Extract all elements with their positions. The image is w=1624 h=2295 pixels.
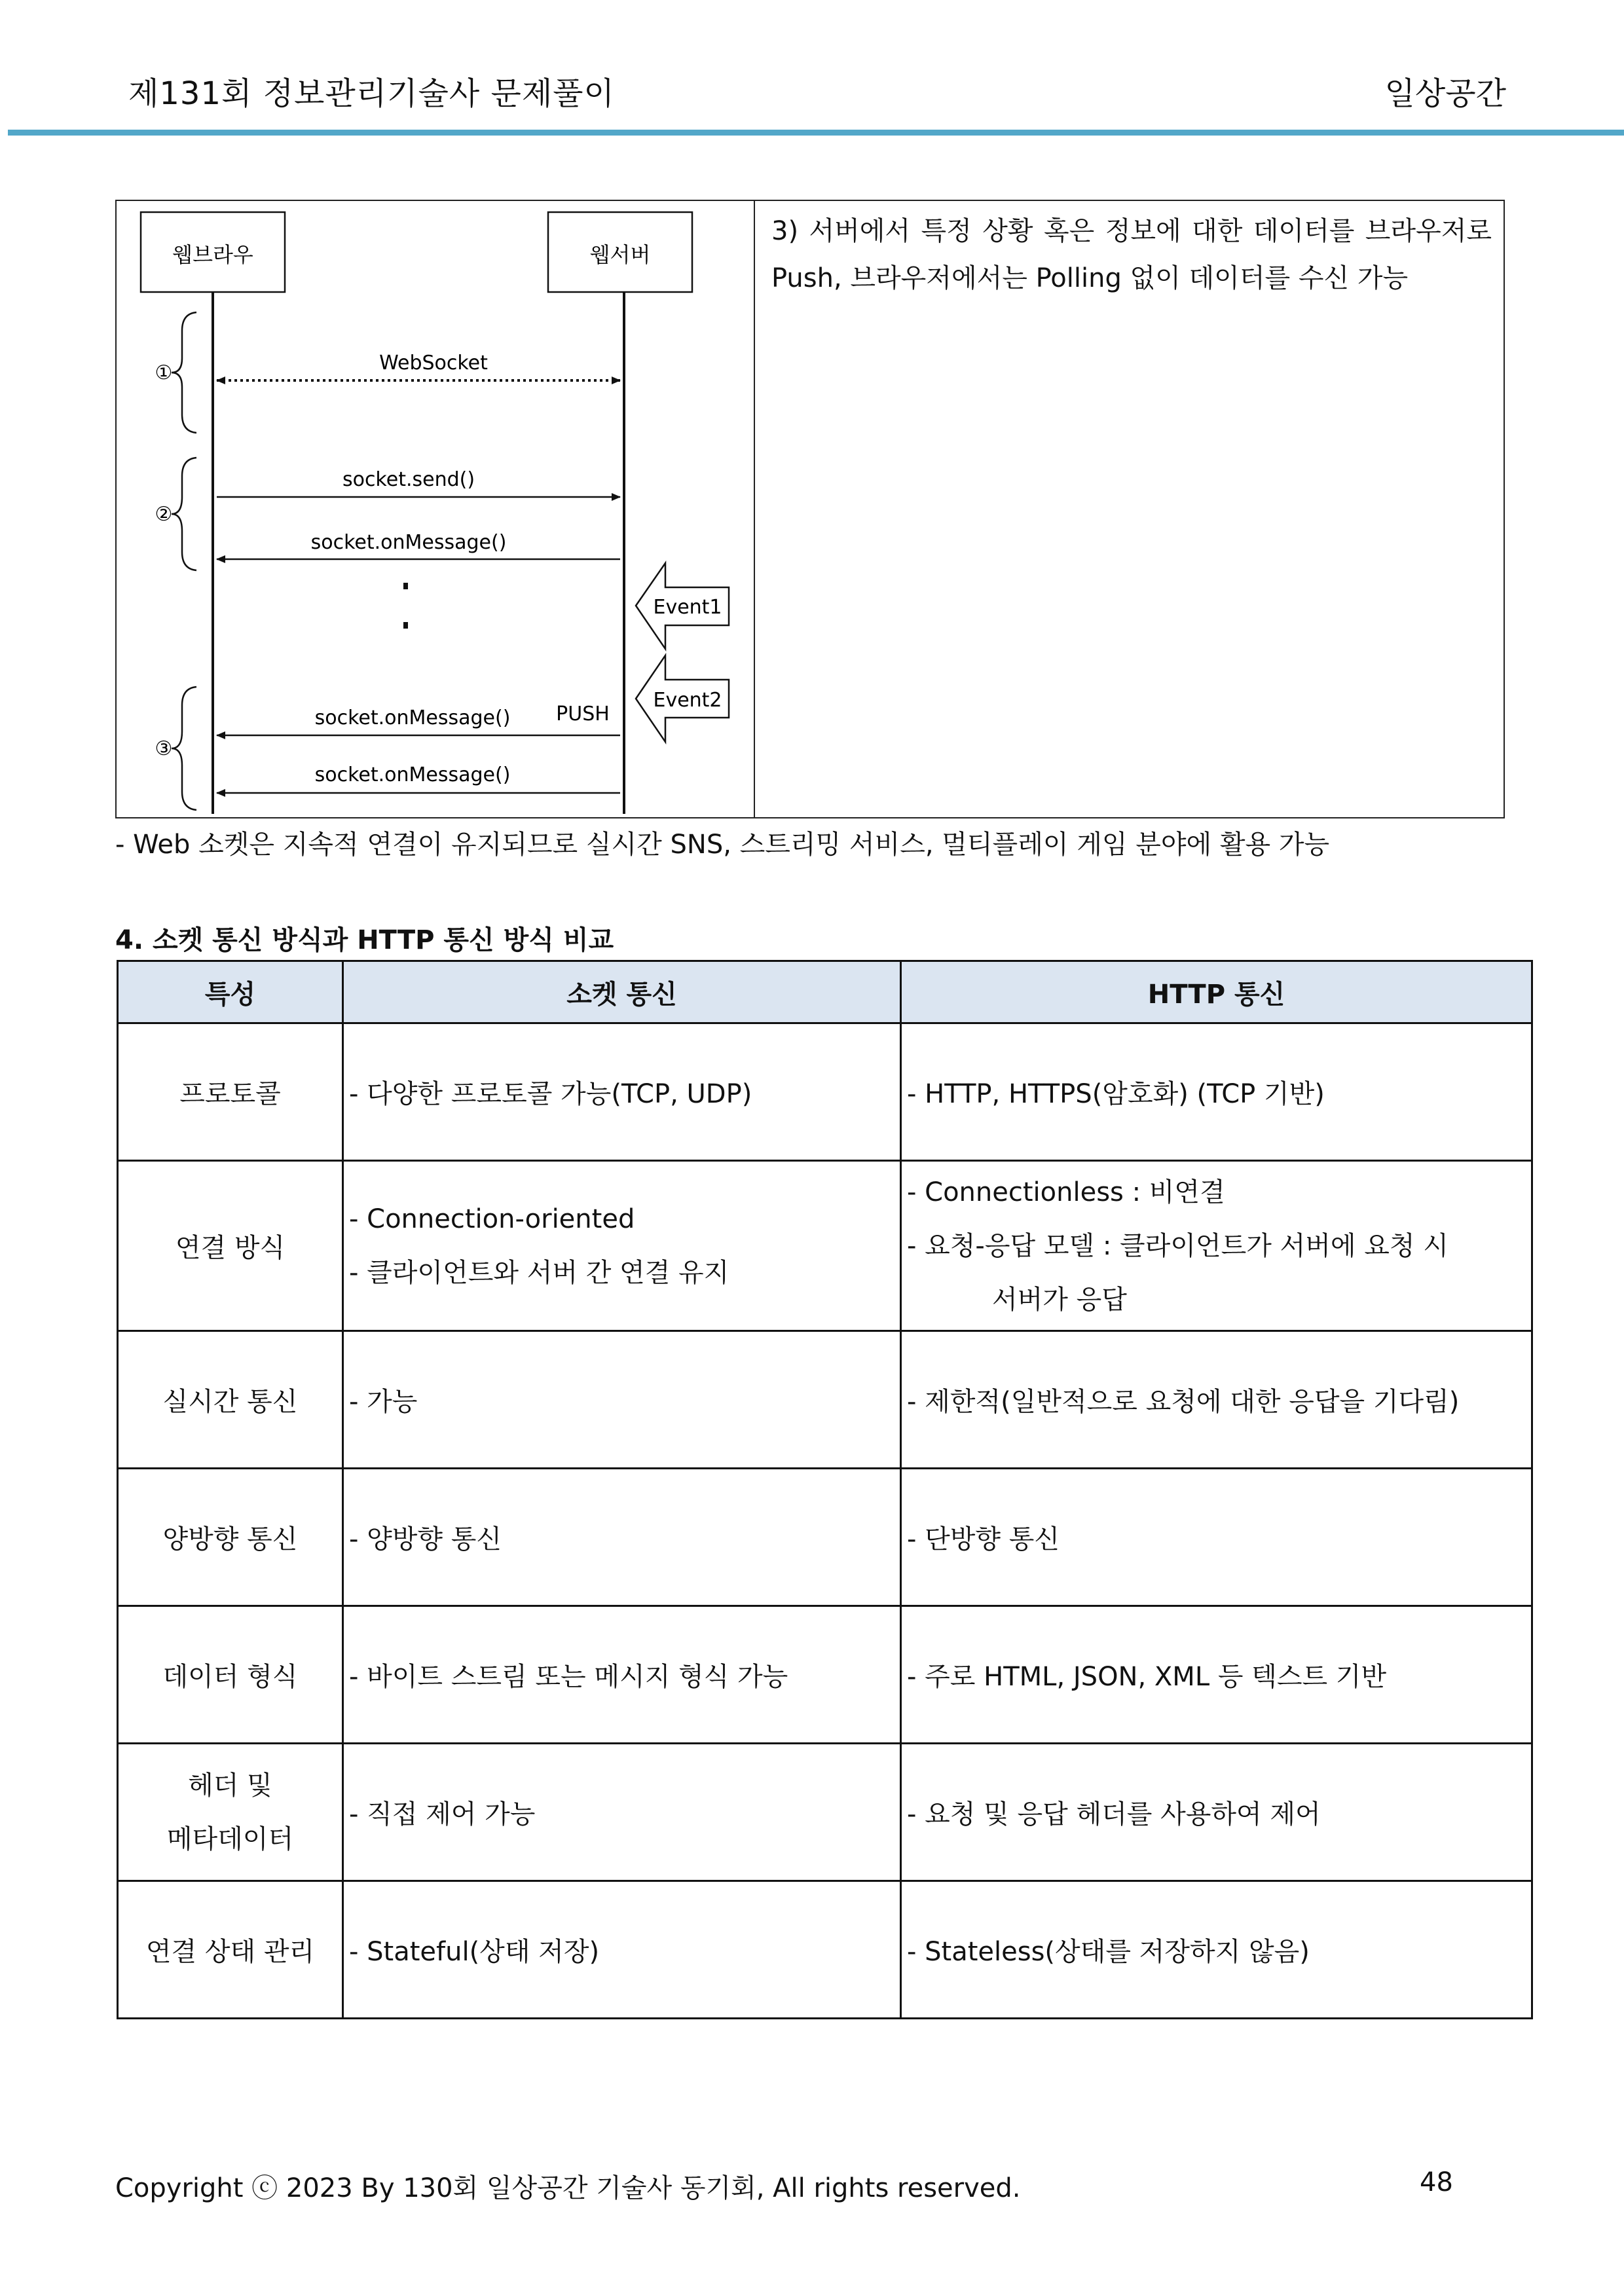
socket-cell (343, 1161, 901, 1331)
feature-cell: 연결 상태 관리 (118, 1881, 343, 2019)
copyright-footer: Copyright ⓒ 2023 By 130회 일상공간 기술사 동기회, All rights reserved. (115, 2173, 1021, 2203)
feature-line: 헤더 및 (188, 1770, 272, 1801)
send-label: socket.send() (342, 468, 475, 491)
http-cell: - Stateless(상태를 저장하지 않음) (901, 1881, 1532, 2019)
table-row (118, 1469, 1532, 1606)
table-row (118, 1331, 1532, 1469)
http-cell: - 단방향 통신 (901, 1469, 1532, 1606)
socket-cell: - 직접 제어 가능 (343, 1744, 901, 1881)
http-cell: - 요청 및 응답 헤더를 사용하여 제어 (901, 1744, 1532, 1881)
event2-label: Event2 (653, 689, 722, 712)
websocket-diagram-box (115, 200, 1505, 818)
http-cell: - 제한적(일반적으로 요청에 대한 응답을 기다림) (901, 1331, 1532, 1469)
http-line: 서버가 응답 (992, 1284, 1127, 1315)
server-label: 웹서버 (589, 242, 651, 267)
socket-cell: - Stateful(상태 저장) (343, 1881, 901, 2019)
http-cell: - HTTP, HTTPS(암호화) (TCP 기반) (901, 1023, 1532, 1161)
socket-line: - Connection-oriented (349, 1203, 635, 1234)
document-brand: 일상공간 (1384, 75, 1506, 112)
step1-marker: ① (155, 361, 173, 384)
socket-cell: - 양방향 통신 (343, 1469, 901, 1606)
document-title: 제131회 정보관리기술사 문제풀이 (128, 75, 615, 112)
feature-cell: 실시간 통신 (118, 1331, 343, 1469)
brace-step3 (172, 687, 196, 810)
table-row (118, 1881, 1532, 2019)
brace-step1 (172, 312, 196, 433)
comparison-table (117, 960, 1533, 2019)
table-row (118, 1744, 1532, 1881)
socket-cell: - 바이트 스트림 또는 메시지 형식 가능 (343, 1606, 901, 1744)
header-socket: 소켓 통신 (343, 961, 901, 1023)
push-label: PUSH (556, 703, 610, 725)
http-line: - Connectionless : 비연결 (907, 1177, 1225, 1207)
ellipsis-dot-2 (403, 622, 408, 629)
ellipsis-dot-1 (403, 583, 408, 589)
step2-marker: ② (155, 503, 173, 526)
websocket-label: WebSocket (379, 352, 488, 375)
brace-step2 (172, 458, 196, 570)
onmessage-label-3: socket.onMessage() (314, 763, 511, 786)
table-row (118, 1023, 1532, 1161)
socket-cell: - 다양한 프로토콜 가능(TCP, UDP) (343, 1023, 901, 1161)
http-cell (901, 1161, 1532, 1331)
feature-line: 메타데이터 (166, 1824, 294, 1854)
sequence-diagram (117, 201, 754, 817)
description-text: 3) 서버에서 특정 상황 혹은 정보에 대한 데이터를 브라우저로 Push, 브라우저에서는 Polling 없이 데이터를 수신 가능 (771, 216, 1492, 293)
feature-cell (118, 1744, 343, 1881)
http-cell: - 주로 HTML, JSON, XML 등 텍스트 기반 (901, 1606, 1532, 1744)
feature-cell: 양방향 통신 (118, 1469, 343, 1606)
header-divider (8, 130, 1624, 136)
http-line: - 요청-응답 모델 : 클라이언트가 서버에 요청 시 (907, 1230, 1449, 1261)
socket-line: - 클라이언트와 서버 간 연결 유지 (349, 1257, 729, 1288)
onmessage-label-1: socket.onMessage() (310, 531, 507, 554)
page-number: 48 (1420, 2167, 1453, 2197)
feature-cell: 데이터 형식 (118, 1606, 343, 1744)
header-http: HTTP 통신 (901, 961, 1532, 1023)
table-row (118, 1606, 1532, 1744)
socket-cell: - 가능 (343, 1331, 901, 1469)
browser-label: 웹브라우 (172, 242, 253, 267)
event1-label: Event1 (653, 596, 722, 619)
onmessage-label-2: socket.onMessage() (314, 707, 511, 729)
table-header-row (118, 961, 1532, 1023)
websocket-usage-note: - Web 소켓은 지속적 연결이 유지되므로 실시간 SNS, 스트리밍 서비스, 멀티플레이 게임 분야에 활용 가능 (115, 830, 1330, 860)
feature-cell: 프로토콜 (118, 1023, 343, 1161)
header-feature: 특성 (118, 961, 343, 1023)
section-title: 4. 소켓 통신 방식과 HTTP 통신 방식 비교 (115, 925, 614, 955)
feature-cell: 연결 방식 (118, 1161, 343, 1331)
sequence-diagram-cell (117, 201, 755, 817)
step3-marker: ③ (155, 737, 173, 760)
table-row (118, 1161, 1532, 1331)
